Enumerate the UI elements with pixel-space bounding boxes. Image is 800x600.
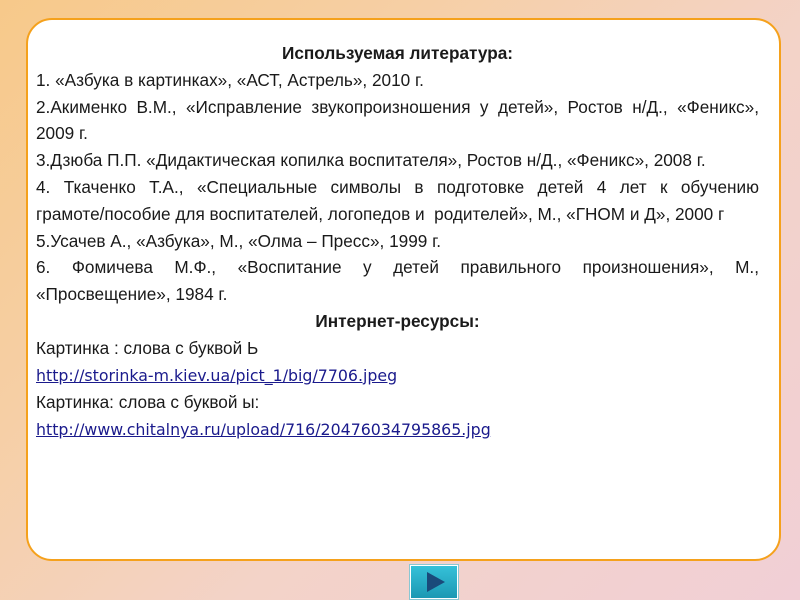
next-slide-button[interactable]	[410, 565, 458, 599]
internet-heading: Интернет-ресурсы:	[315, 310, 480, 331]
resource-caption-2: Картинка: слова с буквой ы:	[36, 392, 260, 413]
reference-item-4: 4. Ткаченко Т.А., «Специальные символы в подготовке детей 4 лет к обучению грамоте/пособие для воспитателей, логопедов и родителей», М., «ГНОМ и Д», 2000 г	[36, 176, 798, 224]
reference-item-6: 6. Фомичева М.Ф., «Воспитание у детей правильного произношения», М., «Просвещение», 1984 г.	[36, 257, 759, 305]
resource-caption-1: Картинка : слова с буквой Ь	[36, 337, 259, 358]
reference-item-5: 5.Усачев А., «Азбука», М., «Олма – Пресс», 1999 г.	[36, 230, 442, 251]
content-card	[26, 18, 798, 561]
reference-item-1: 1. «Азбука в картинках», «АСТ, Астрель», 2010 г.	[36, 69, 424, 90]
resource-link-2[interactable]: http://www.chitalnya.ru/upload/716/20476034795865.jpg	[36, 420, 491, 440]
resource-link-1[interactable]: http://storinka-m.kiev.ua/pict_1/big/7706.jpeg	[36, 365, 398, 385]
literature-heading: Используемая литература:	[282, 43, 513, 63]
reference-item-3: 3.Дзюба П.П. «Дидактическая копилка воспитателя», Ростов н/Д., «Феникс», 2008 г.	[36, 150, 706, 171]
reference-item-2: 2.Акименко В.М., «Исправление звукопроизношения у детей», Ростов н/Д., «Феникс», 2009 г.	[36, 96, 759, 144]
play-triangle-icon	[427, 572, 445, 592]
